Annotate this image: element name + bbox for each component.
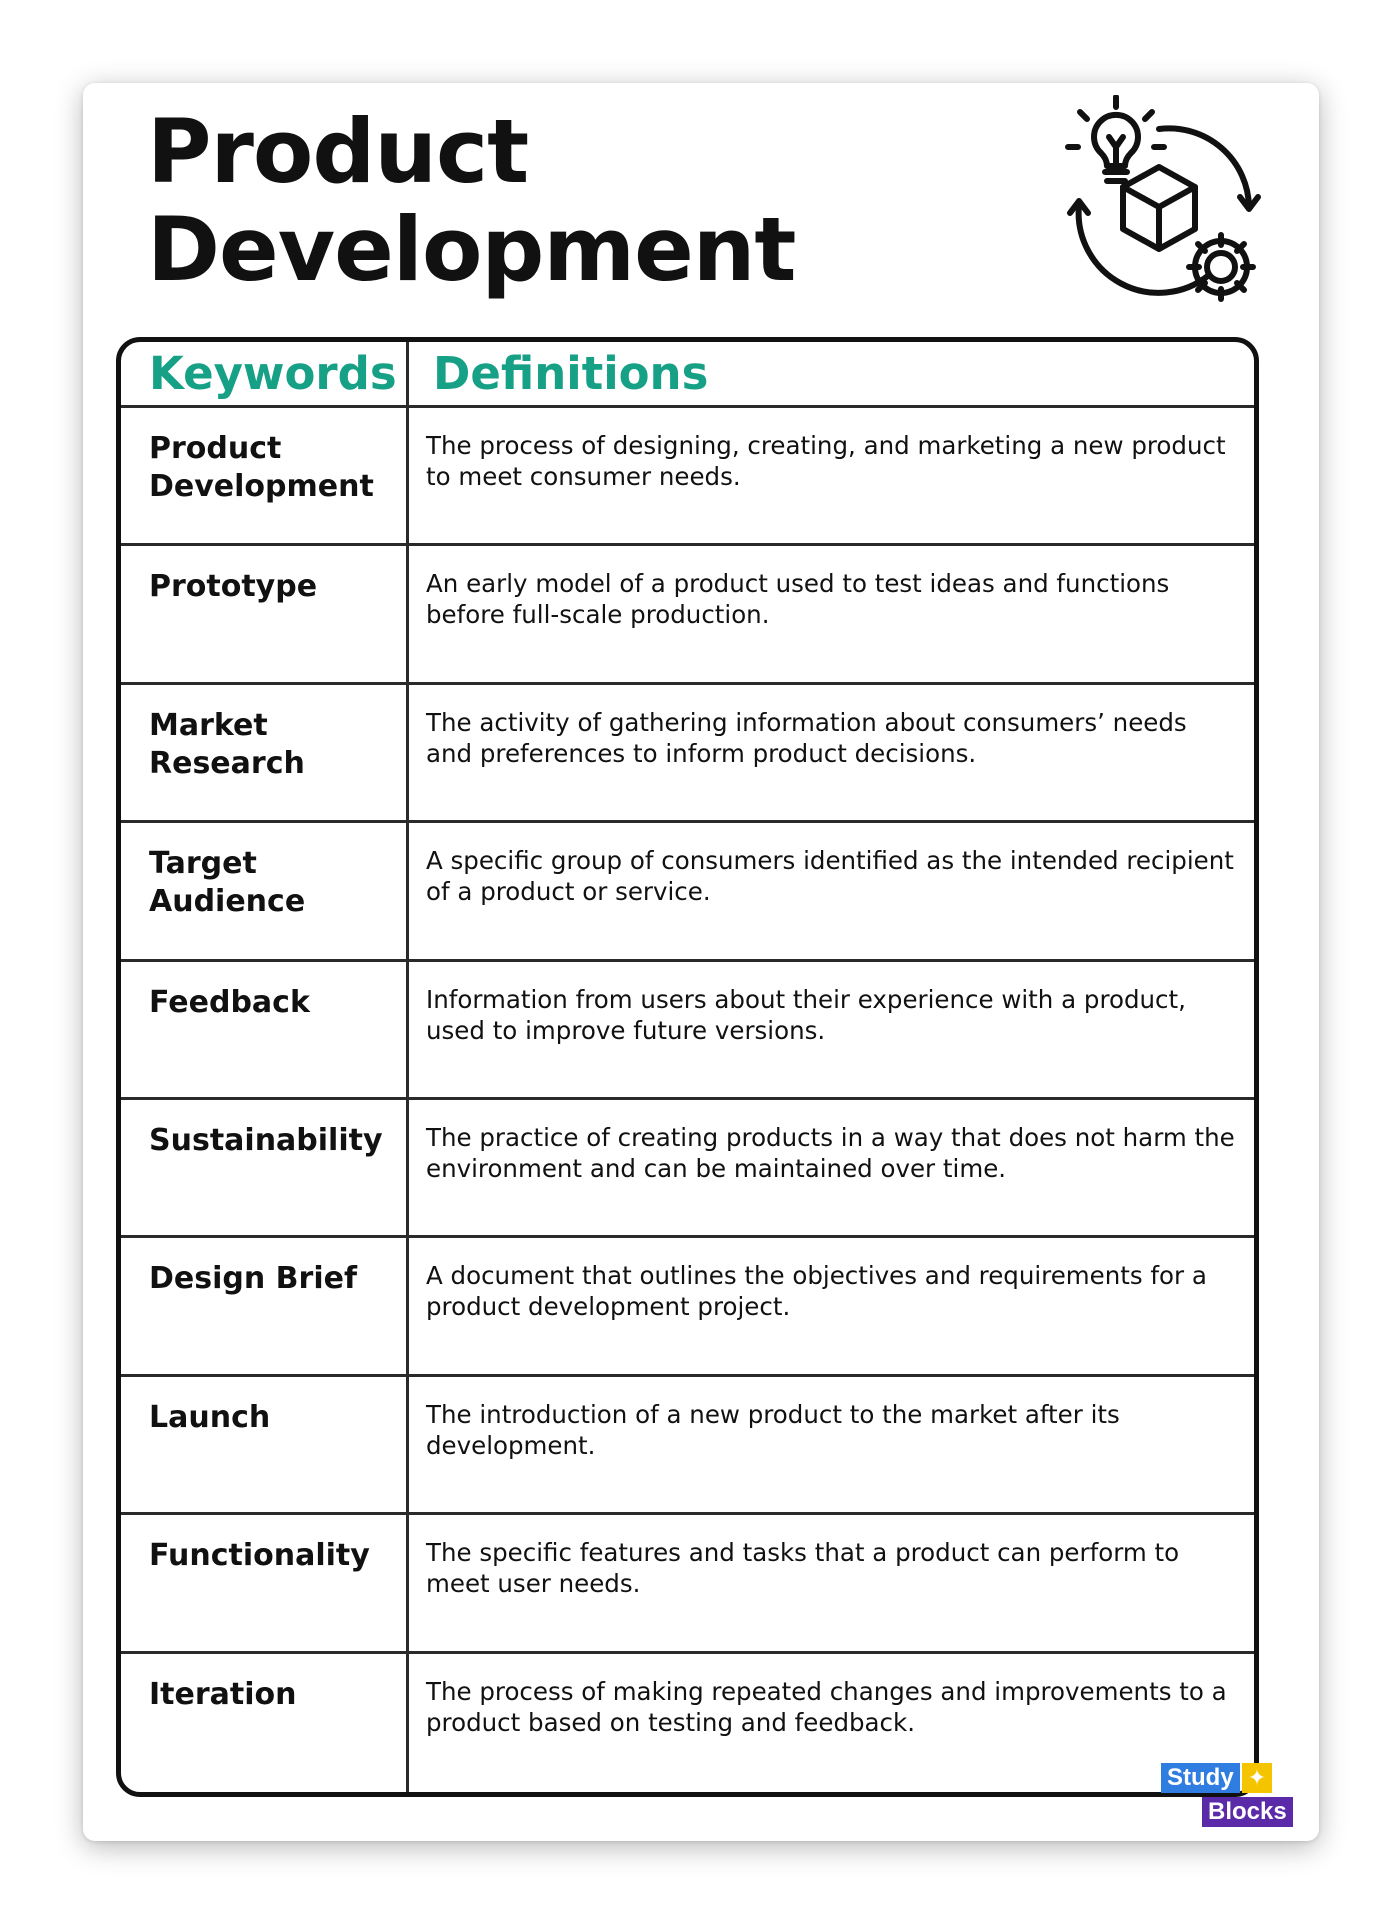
definition-text: The process of making repeated changes and improvements to a product based on testing and feedback. [426, 1676, 1227, 1737]
keyword-text: Market Research [149, 707, 305, 781]
definition-text: A document that outlines the objectives and requirements for a product development project. [426, 1261, 1207, 1322]
sparkle-icon: ✦ [1242, 1763, 1272, 1793]
keyword-text: Iteration [149, 1676, 297, 1712]
definitions-header: Definitions [409, 342, 1254, 408]
keyword-text: Feedback [149, 984, 310, 1020]
definition-text: Information from users about their experience with a product, used to improve future versions. [426, 984, 1186, 1045]
keyword-text: Prototype [149, 569, 318, 605]
keyword-text: Functionality [149, 1538, 370, 1574]
definition-text: The activity of gathering information about consumers’ needs and preferences to inform product decisions. [426, 707, 1187, 768]
page-title [147, 100, 796, 301]
gear-icon [1189, 235, 1253, 299]
study-blocks-logo [1161, 1763, 1293, 1829]
box-icon [1123, 167, 1195, 249]
keyword-text: Target Audience [149, 846, 306, 920]
definition-text: The introduction of a new product to the market after its development. [426, 1399, 1120, 1460]
definition-text: The specific features and tasks that a product can perform to meet user needs. [426, 1538, 1180, 1599]
keywords-table [116, 337, 1259, 1797]
page-title-line2: Development [147, 198, 796, 301]
lightbulb-icon [1068, 97, 1164, 181]
logo-blocks-text: Blocks [1202, 1797, 1293, 1827]
keyword-text: Product Development [149, 431, 374, 504]
worksheet-page [83, 83, 1319, 1841]
definition-text: A specific group of consumers identified as the intended recipient of a product or service. [426, 846, 1234, 907]
keyword-text: Design Brief [149, 1261, 358, 1297]
keywords-header: Keywords [121, 342, 409, 408]
keyword-text: Launch [149, 1399, 271, 1435]
idea-cycle-icon [1049, 95, 1279, 315]
definition-text: The practice of creating products in a way that does not harm the environment and can be maintained over time. [426, 1122, 1235, 1183]
keyword-text: Sustainability [149, 1122, 383, 1158]
page-title-line1: Product [147, 100, 529, 203]
definition-text: An early model of a product used to test ideas and functions before full-scale production. [426, 569, 1170, 630]
definition-text: The process of designing, creating, and marketing a new product to meet consumer needs. [426, 431, 1226, 491]
logo-study-text: Study [1161, 1763, 1240, 1793]
